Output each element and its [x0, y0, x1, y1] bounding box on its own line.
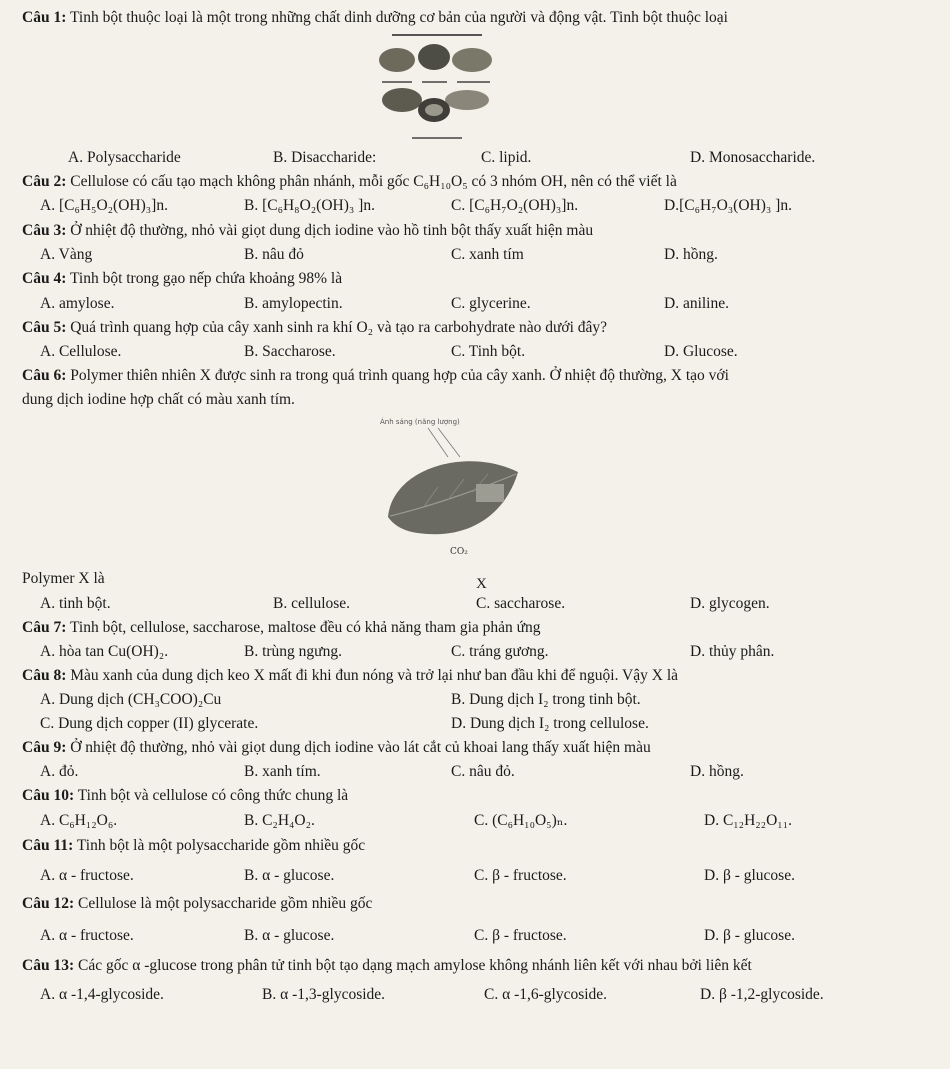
question-11-label: Câu 11:	[22, 837, 74, 854]
question-5	[22, 318, 936, 338]
question-2-label: Câu 2:	[22, 173, 67, 190]
question-5-text: Quá trình quang hợp của cây xanh sinh ra khí O₂ và tạo ra carbohydrate nào dưới đây?	[70, 319, 608, 336]
question-9-text: Ở nhiệt độ thường, nhỏ vài giọt dung dịch iodine vào lát cắt củ khoai lang thấy xuất hiện màu	[70, 739, 651, 756]
option-c[interactable]: C. lipid.	[481, 149, 532, 166]
question-13-text: Các gốc α -glucose trong phân tử tinh bột tạo dạng mạch amylose không nhánh liên kết với nhau bởi liên kết	[77, 957, 752, 974]
option-a[interactable]: A. Polysaccharide	[68, 149, 181, 166]
option-d[interactable]: D. Dung dịch I₂ trong cellulose.	[451, 715, 649, 732]
question-4-text: Tinh bột trong gạo nếp chứa khoảng 98% là	[69, 270, 343, 287]
photosynthesis-leaf-figure	[368, 412, 528, 572]
option-b[interactable]: B. α - glucose.	[244, 927, 335, 944]
question-7	[22, 618, 936, 638]
question-8	[22, 666, 936, 686]
option-c[interactable]: C. [C₆H₇O₂(OH)₃]n.	[451, 197, 579, 214]
question-4	[22, 269, 936, 289]
question-5-label: Câu 5:	[22, 319, 67, 336]
option-b[interactable]: B. trùng ngưng.	[244, 643, 342, 660]
option-a[interactable]: A. α -1,4-glycoside.	[40, 986, 164, 1003]
question-4-label: Câu 4:	[22, 270, 67, 287]
question-11-text: Tinh bột là một polysaccharide gồm nhiều gốc	[76, 837, 366, 854]
question-10-label: Câu 10:	[22, 787, 75, 804]
figure-co2-label: CO₂	[450, 547, 468, 557]
option-d[interactable]: D. hồng.	[664, 246, 718, 263]
option-c[interactable]: C. nâu đỏ.	[451, 763, 515, 780]
option-a[interactable]: A. C₆H₁₂O₆.	[40, 812, 118, 829]
question-8-label: Câu 8:	[22, 667, 67, 684]
question-6-text: Polymer thiên nhiên X được sinh ra trong quá trình quang hợp của cây xanh. Ở nhiệt độ thường, X tạo với	[70, 367, 729, 384]
option-d[interactable]: D. thủy phân.	[690, 643, 775, 660]
option-a[interactable]: A. amylose.	[40, 295, 115, 312]
question-6-stem: Polymer X là	[22, 570, 105, 587]
option-a[interactable]: A. α - fructose.	[40, 927, 134, 944]
option-c[interactable]: C. α -1,6-glycoside.	[484, 986, 608, 1003]
option-d[interactable]: D.[C₆H₇O₃(OH)₃ ]n.	[664, 197, 792, 214]
figure-caption: Ánh sáng (năng lượng)	[380, 418, 460, 426]
question-3-text: Ở nhiệt độ thường, nhỏ vài giọt dung dịch iodine vào hồ tinh bột thấy xuất hiện màu	[70, 222, 594, 239]
option-c[interactable]: C. β - fructose.	[474, 927, 567, 944]
question-12-text: Cellulose là một polysaccharide gồm nhiều gốc	[77, 895, 373, 912]
question-13	[22, 956, 936, 976]
option-b[interactable]: B. cellulose.	[273, 595, 351, 612]
question-7-label: Câu 7:	[22, 619, 67, 636]
option-a[interactable]: A. Vàng	[40, 246, 93, 263]
option-b[interactable]: B. Dung dịch I₂ trong tinh bột.	[451, 691, 641, 708]
question-8-text: Màu xanh của dung dịch keo X mất đi khi đun nóng và trở lại như ban đầu khi để nguội. Vậy X là	[70, 667, 679, 684]
option-b[interactable]: B. Disaccharide:	[273, 149, 377, 166]
option-d[interactable]: D. β -1,2-glycoside.	[700, 986, 824, 1003]
option-b[interactable]: B. α - glucose.	[244, 867, 335, 884]
question-12	[22, 894, 936, 914]
question-1-text: Tinh bột thuộc loại là một trong những chất dinh dưỡng cơ bản của người và động vật. Tinh bột thuộc loại	[69, 9, 728, 26]
option-d[interactable]: D. Glucose.	[664, 343, 738, 360]
option-b[interactable]: B. C₂H₄O₂.	[244, 812, 315, 829]
question-6-text-line2: dung dịch iodine hợp chất có màu xanh tím.	[22, 391, 295, 408]
figure-x-label: X	[476, 576, 487, 592]
question-1-label: Câu 1:	[22, 9, 67, 26]
option-b[interactable]: B. nâu đỏ	[244, 246, 304, 263]
option-d[interactable]: D. Monosaccharide.	[690, 149, 816, 166]
question-3-label: Câu 3:	[22, 222, 67, 239]
question-13-label: Câu 13:	[22, 957, 75, 974]
question-2-text: Cellulose có cấu tạo mạch không phân nhánh, mỗi gốc C₆H₁₀O₅ có 3 nhóm OH, nên có thể viết là	[70, 173, 677, 190]
option-d[interactable]: D. C₁₂H₂₂O₁₁.	[704, 812, 792, 829]
option-d[interactable]: D. hồng.	[690, 763, 744, 780]
option-a[interactable]: A. Cellulose.	[40, 343, 122, 360]
option-a[interactable]: A. tinh bột.	[40, 595, 111, 612]
question-10	[22, 786, 936, 806]
option-d[interactable]: D. glycogen.	[690, 595, 770, 612]
question-9-label: Câu 9:	[22, 739, 67, 756]
question-2	[22, 172, 936, 192]
question-10-text: Tinh bột và cellulose có công thức chung là	[77, 787, 349, 804]
option-b[interactable]: B. [C₆H₈O₂(OH)₃ ]n.	[244, 197, 375, 214]
starch-foods-figure	[372, 30, 502, 148]
question-6-label: Câu 6:	[22, 367, 67, 384]
option-c[interactable]: C. tráng gương.	[451, 643, 549, 660]
option-d[interactable]: D. aniline.	[664, 295, 729, 312]
option-c[interactable]: C. Tinh bột.	[451, 343, 526, 360]
question-1	[22, 8, 936, 28]
option-a[interactable]: A. α - fructose.	[40, 867, 134, 884]
option-b[interactable]: B. amylopectin.	[244, 295, 343, 312]
option-d[interactable]: D. β - glucose.	[704, 867, 795, 884]
option-c[interactable]: C. glycerine.	[451, 295, 531, 312]
option-b[interactable]: B. α -1,3-glycoside.	[262, 986, 386, 1003]
option-b[interactable]: B. Saccharose.	[244, 343, 336, 360]
option-a[interactable]: A. [C₆H₅O₂(OH)₃]n.	[40, 197, 168, 214]
option-c[interactable]: C. Dung dịch copper (II) glycerate.	[40, 715, 259, 732]
option-a[interactable]: A. đỏ.	[40, 763, 79, 780]
question-11	[22, 836, 936, 856]
question-9	[22, 738, 936, 758]
option-c[interactable]: C. xanh tím	[451, 246, 524, 263]
option-a[interactable]: A. hòa tan Cu(OH)₂.	[40, 643, 169, 660]
question-6	[22, 366, 936, 386]
question-3	[22, 221, 936, 241]
question-7-text: Tinh bột, cellulose, saccharose, maltose đều có khả năng tham gia phản ứng	[69, 619, 541, 636]
option-d[interactable]: D. β - glucose.	[704, 927, 795, 944]
option-c[interactable]: C. β - fructose.	[474, 867, 567, 884]
option-a[interactable]: A. Dung dịch (CH₃COO)₂Cu	[40, 691, 222, 708]
option-c[interactable]: C. saccharose.	[476, 595, 566, 612]
question-12-label: Câu 12:	[22, 895, 75, 912]
option-b[interactable]: B. xanh tím.	[244, 763, 321, 780]
option-c[interactable]: C. (C₆H₁₀O₅)ₙ.	[474, 812, 568, 829]
